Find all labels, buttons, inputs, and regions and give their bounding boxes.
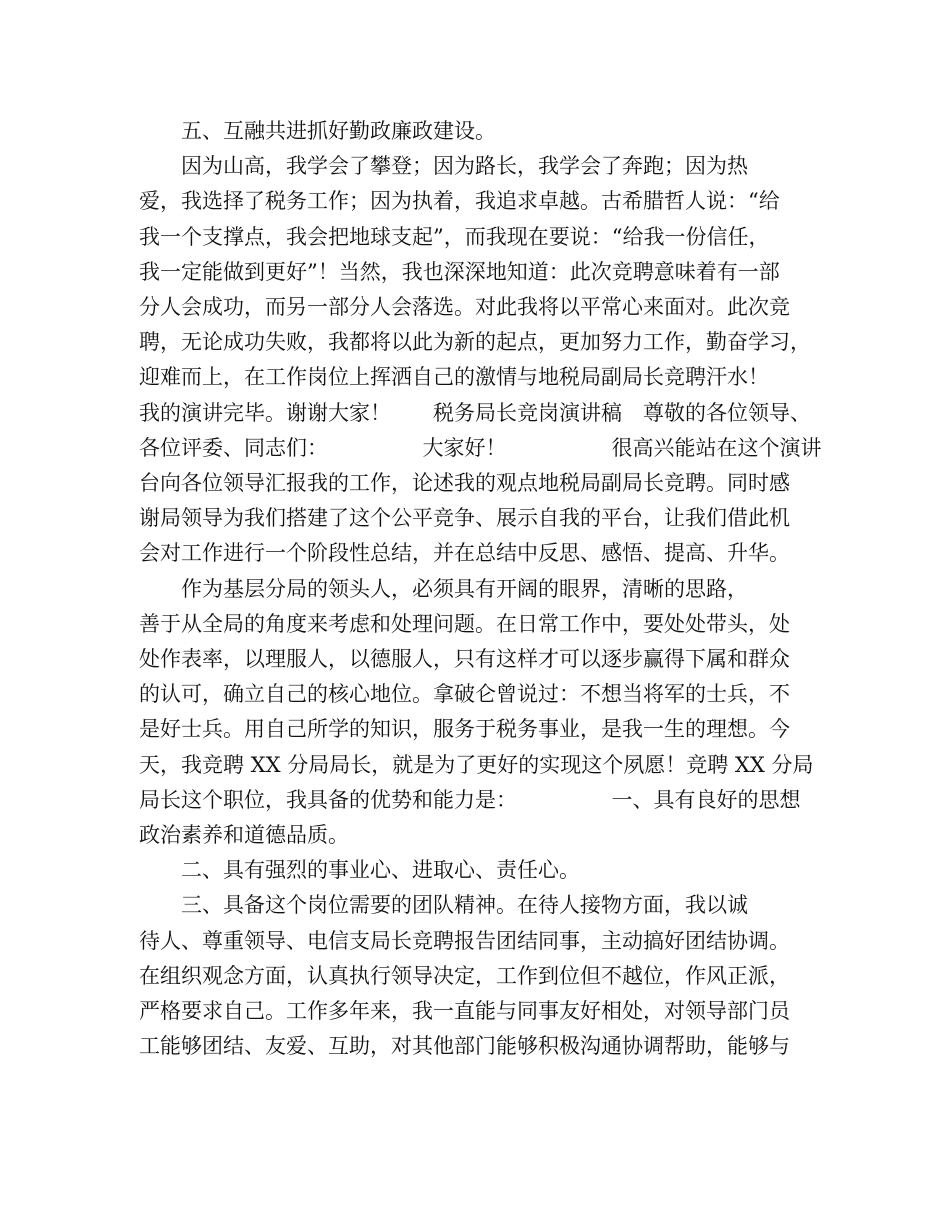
text-line: 是好士兵。用自己所学的知识，服务于税务事业，是我一生的理想。今 [139,717,790,742]
text-line: 我一定能做到更好”！当然，我也深深地知道：此次竞聘意味着有一部 [139,259,780,284]
text-line: 处作表率，以理服人，以德服人，只有这样才可以逐步赢得下属和群众 [139,647,790,671]
text-line: 善于从全局的角度来考虑和处理问题。在日常工作中，要处处带头，处 [139,611,790,636]
text-line: 台向各位领导汇报我的工作，论述我的观点地税局副局长竞聘。同时感 [139,471,790,495]
text-line: 迎难而上，在工作岗位上挥洒自己的激情与地税局副局长竞聘汗水！ [139,365,769,390]
text-line: 谢局领导为我们搭建了这个公平竞争、展示自我的平台，让我们借此机 [139,506,790,531]
text-line: 我的演讲完毕。谢谢大家！ 税务局长竞岗演讲稿 尊敬的各位领导、 [139,400,811,425]
text-line: 天，我竞聘 XX 分局局长，就是为了更好的实现这个夙愿！竞聘 XX 分局 [139,752,814,777]
text-line: 的认可，确立自己的核心地位。拿破仑曾说过：不想当将军的士兵，不 [139,682,790,707]
text-line: 政治素养和道德品质。 [139,823,349,847]
text-line: 聘，无论成功失败，我都将以此为新的起点，更加努力工作，勤奋学习， [139,330,811,355]
text-line: 工能够团结、友爱、互助，对其他部门能够积极沟通协调帮助，能够与 [139,1034,790,1059]
text-line: 局长这个职位，我具备的优势和能力是： 一、具有良好的思想 [139,787,801,812]
text-line: 二、具有强烈的事业心、进取心、责任心。 [139,858,580,883]
text-line: 在组织观念方面，认真执行领导决定，工作到位但不越位，作风正派， [139,963,790,988]
text-line: 待人、尊重领导、电信支局长竞聘报告团结同事，主动搞好团结协调。 [139,928,790,953]
text-line: 三、具备这个岗位需要的团队精神。在待人接物方面，我以诚 [139,893,748,918]
text-line: 分人会成功，而另一部分人会落选。对此我将以平常心来面对。此次竞 [139,295,790,319]
text-line: 我一个支撑点，我会把地球支起”，而我现在要说：“给我一份信任， [139,224,770,249]
text-line: 会对工作进行一个阶段性总结，并在总结中反思、感悟、提高、升华。 [139,541,790,566]
text-line: 五、互融共进抓好勤政廉政建设。 [139,119,496,143]
text-line: 因为山高，我学会了攀登；因为路长，我学会了奔跑；因为热 [139,154,748,179]
text-line: 作为基层分局的领头人，必须具有开阔的眼界，清晰的思路， [139,576,748,601]
text-line: 严格要求自己。工作多年来，我一直能与同事友好相处，对领导部门员 [139,999,790,1023]
text-line: 爱，我选择了税务工作；因为执着，我追求卓越。古希腊哲人说：“给 [139,189,780,214]
text-line: 各位评委、同志们： 大家好！ 很高兴能站在这个演讲 [139,435,822,460]
